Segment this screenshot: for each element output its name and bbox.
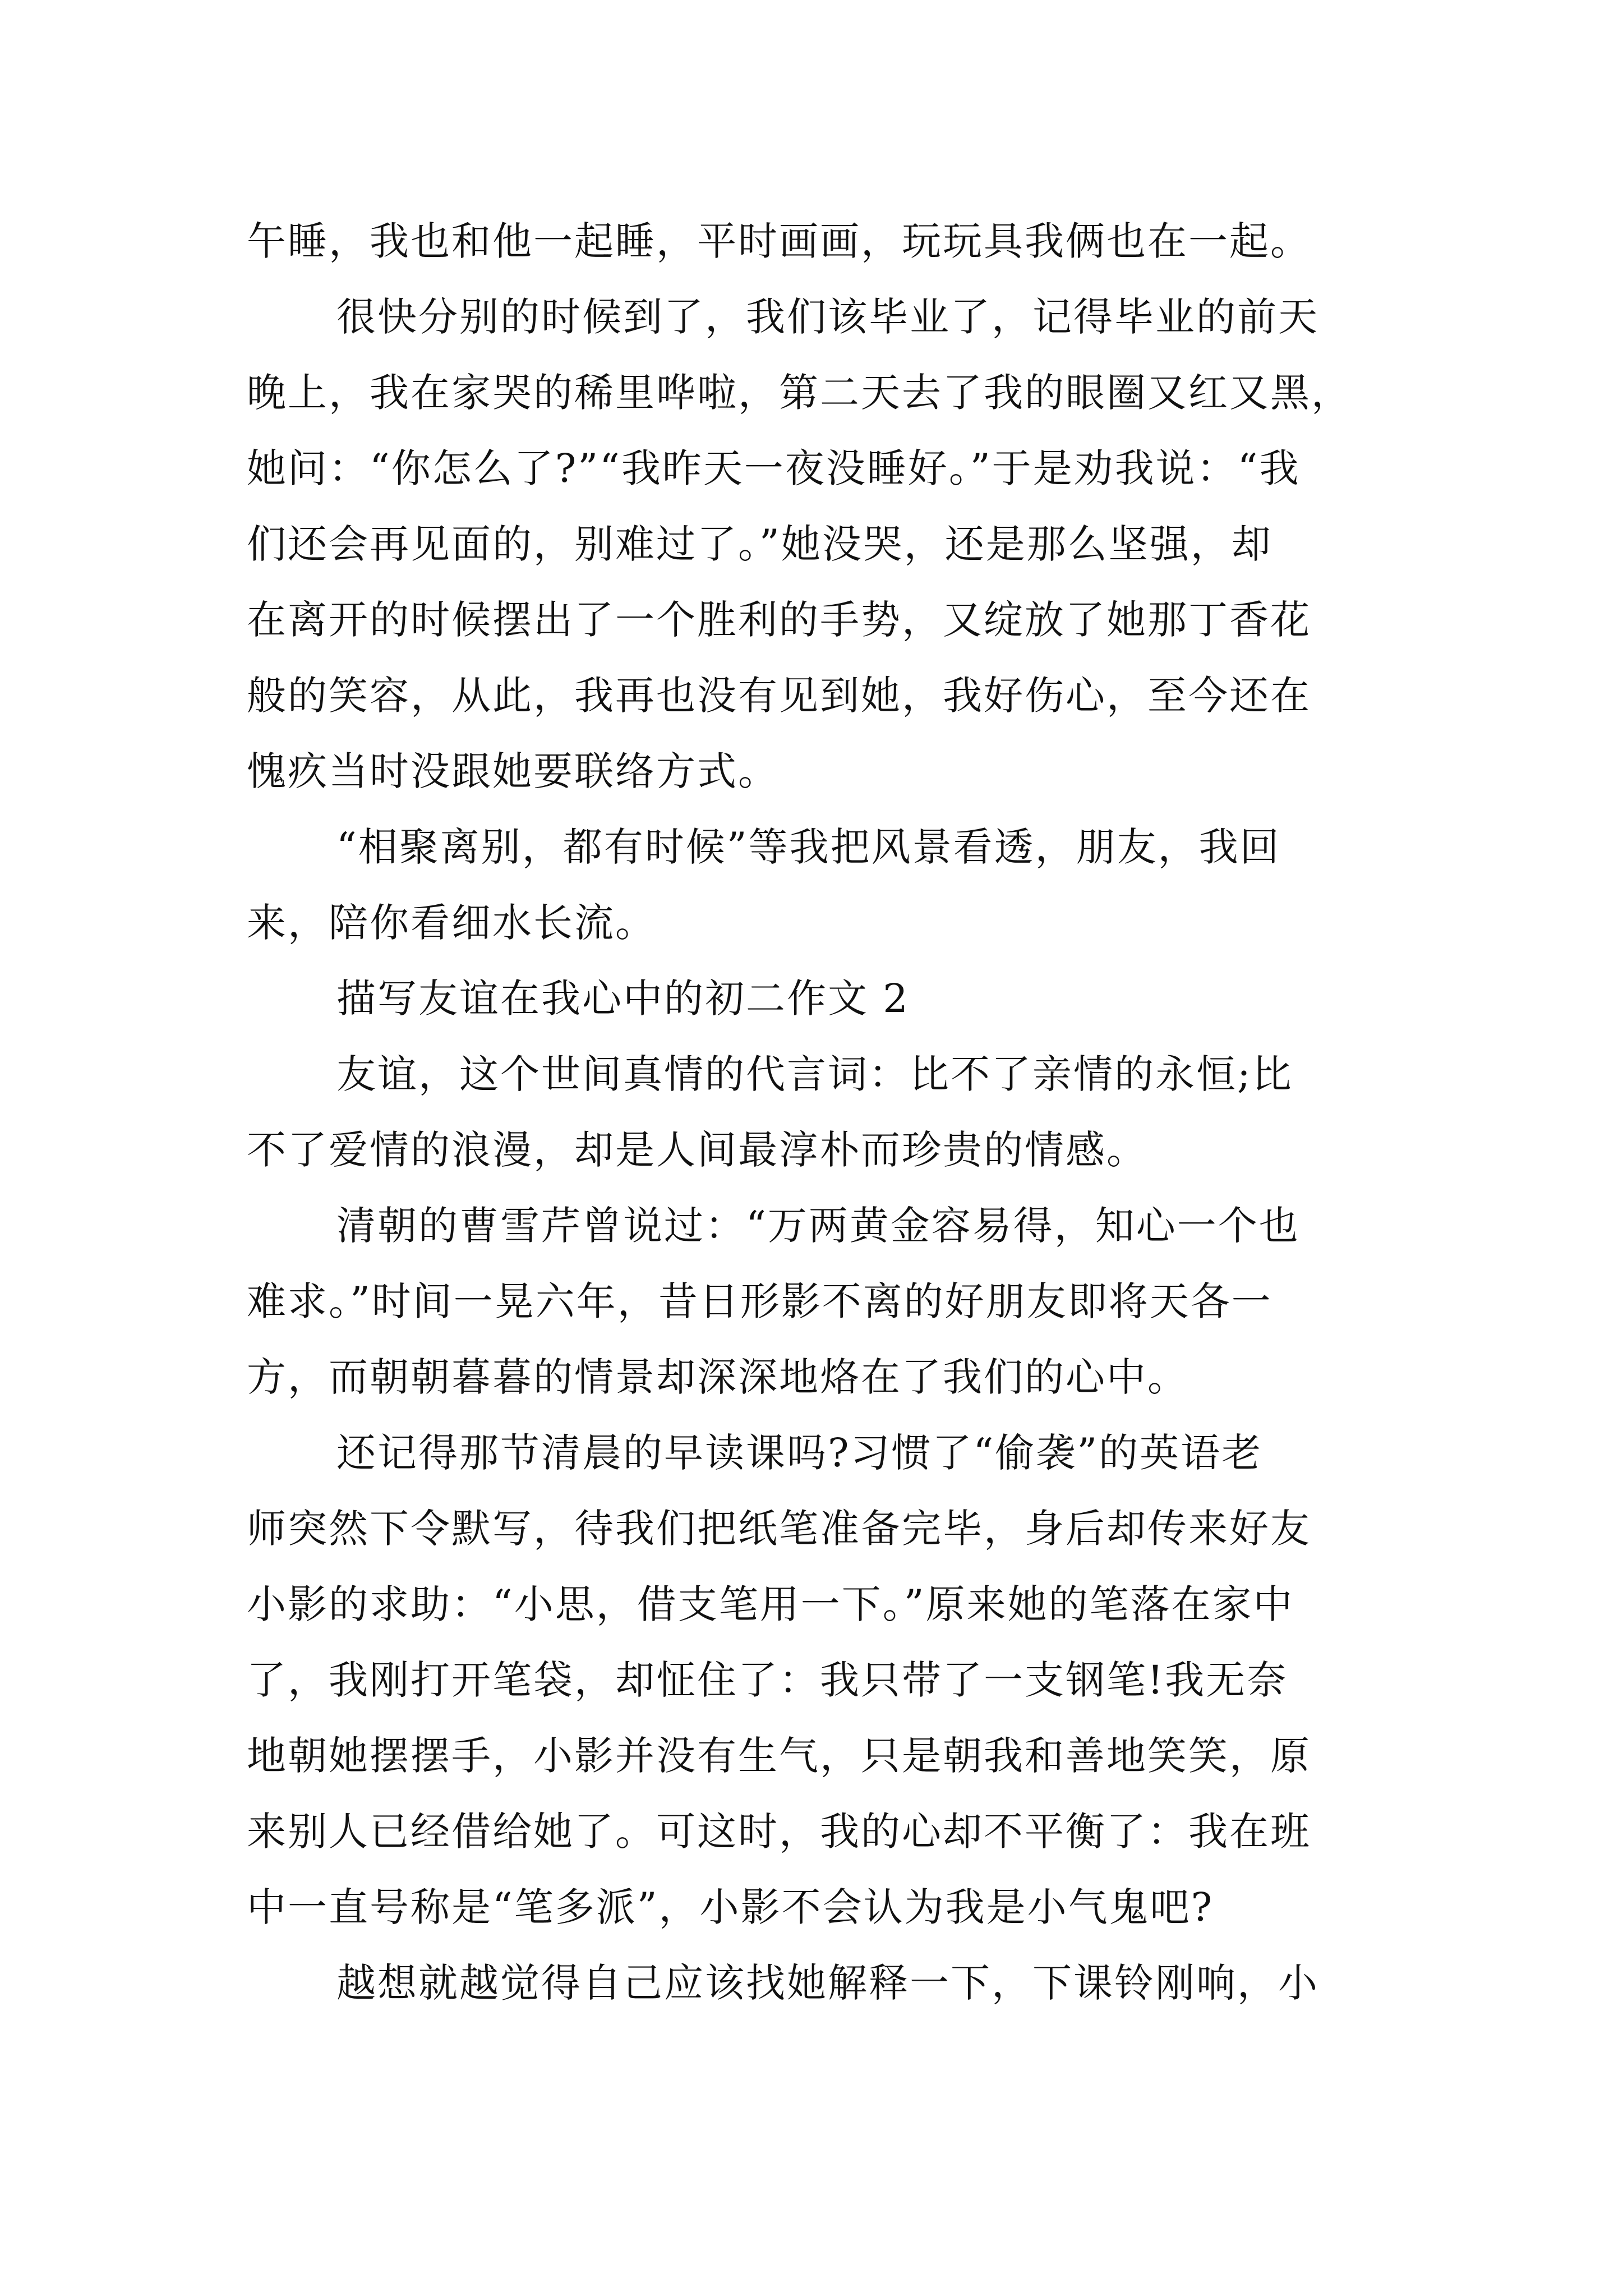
text-line: 小影的求助：“小思，借支笔用一下。”原来她的笔落在家中 [247, 1581, 1294, 1627]
text-line: 在离开的时候摆出了一个胜利的手势，又绽放了她那丁香花 [247, 597, 1311, 643]
text-line: 来，陪你看细水长流。 [247, 900, 656, 946]
text-line: 晚上，我在家哭的稀里哗啦，第二天去了我的眼圈又红又黑， [247, 370, 1352, 416]
text-line: 地朝她摆摆手，小影并没有生气，只是朝我和善地笑笑，原 [247, 1733, 1311, 1779]
text-line: 了，我刚打开笔袋，却怔住了：我只带了一支钢笔!我无奈 [247, 1657, 1288, 1703]
text-line: 难求。”时间一晃六年，昔日形影不离的好朋友即将天各一 [247, 1278, 1272, 1324]
text-line: 方，而朝朝暮暮的情景却深深地烙在了我们的心中。 [247, 1354, 1188, 1400]
paragraph-first-line: 清朝的曹雪芹曾说过：“万两黄金容易得，知心一个也 [336, 1203, 1300, 1249]
text-line: 师突然下令默写，待我们把纸笔准备完毕，身后却传来好友 [247, 1506, 1311, 1552]
paragraph-first-line: 越想就越觉得自己应该找她解释一下，下课铃刚响，小 [336, 1960, 1319, 2006]
text-line: 中一直号称是“笔多派”，小影不会认为我是小气鬼吧? [247, 1884, 1214, 1930]
text-line: 般的笑容，从此，我再也没有见到她，我好伤心，至今还在 [247, 673, 1311, 719]
text-line: 不了爱情的浪漫，却是人间最淳朴而珍贵的情感。 [247, 1127, 1147, 1173]
paragraph-first-line: 很快分别的时候到了，我们该毕业了，记得毕业的前天 [336, 294, 1319, 340]
text-line: 愧疚当时没跟她要联络方式。 [247, 748, 779, 794]
paragraph-first-line: “相聚离别，都有时候”等我把风景看透，朋友，我回 [336, 824, 1281, 870]
text-line: 们还会再见面的，别难过了。”她没哭，还是那么坚强，却 [247, 521, 1272, 567]
text-line: 来别人已经借给她了。可这时，我的心却不平衡了：我在班 [247, 1809, 1311, 1855]
text-line: 她问：“你怎么了?”“我昨天一夜没睡好。”于是劝我说：“我 [247, 445, 1301, 491]
section-heading: 描写友谊在我心中的初二作文 2 [336, 976, 910, 1022]
paragraph-first-line: 友谊，这个世间真情的代言词：比不了亲情的永恒;比 [336, 1051, 1293, 1097]
paragraph-first-line: 还记得那节清晨的早读课吗?习惯了“偷袭”的英语老 [336, 1430, 1263, 1476]
text-line: 午睡，我也和他一起睡，平时画画，玩玩具我俩也在一起。 [247, 218, 1311, 264]
